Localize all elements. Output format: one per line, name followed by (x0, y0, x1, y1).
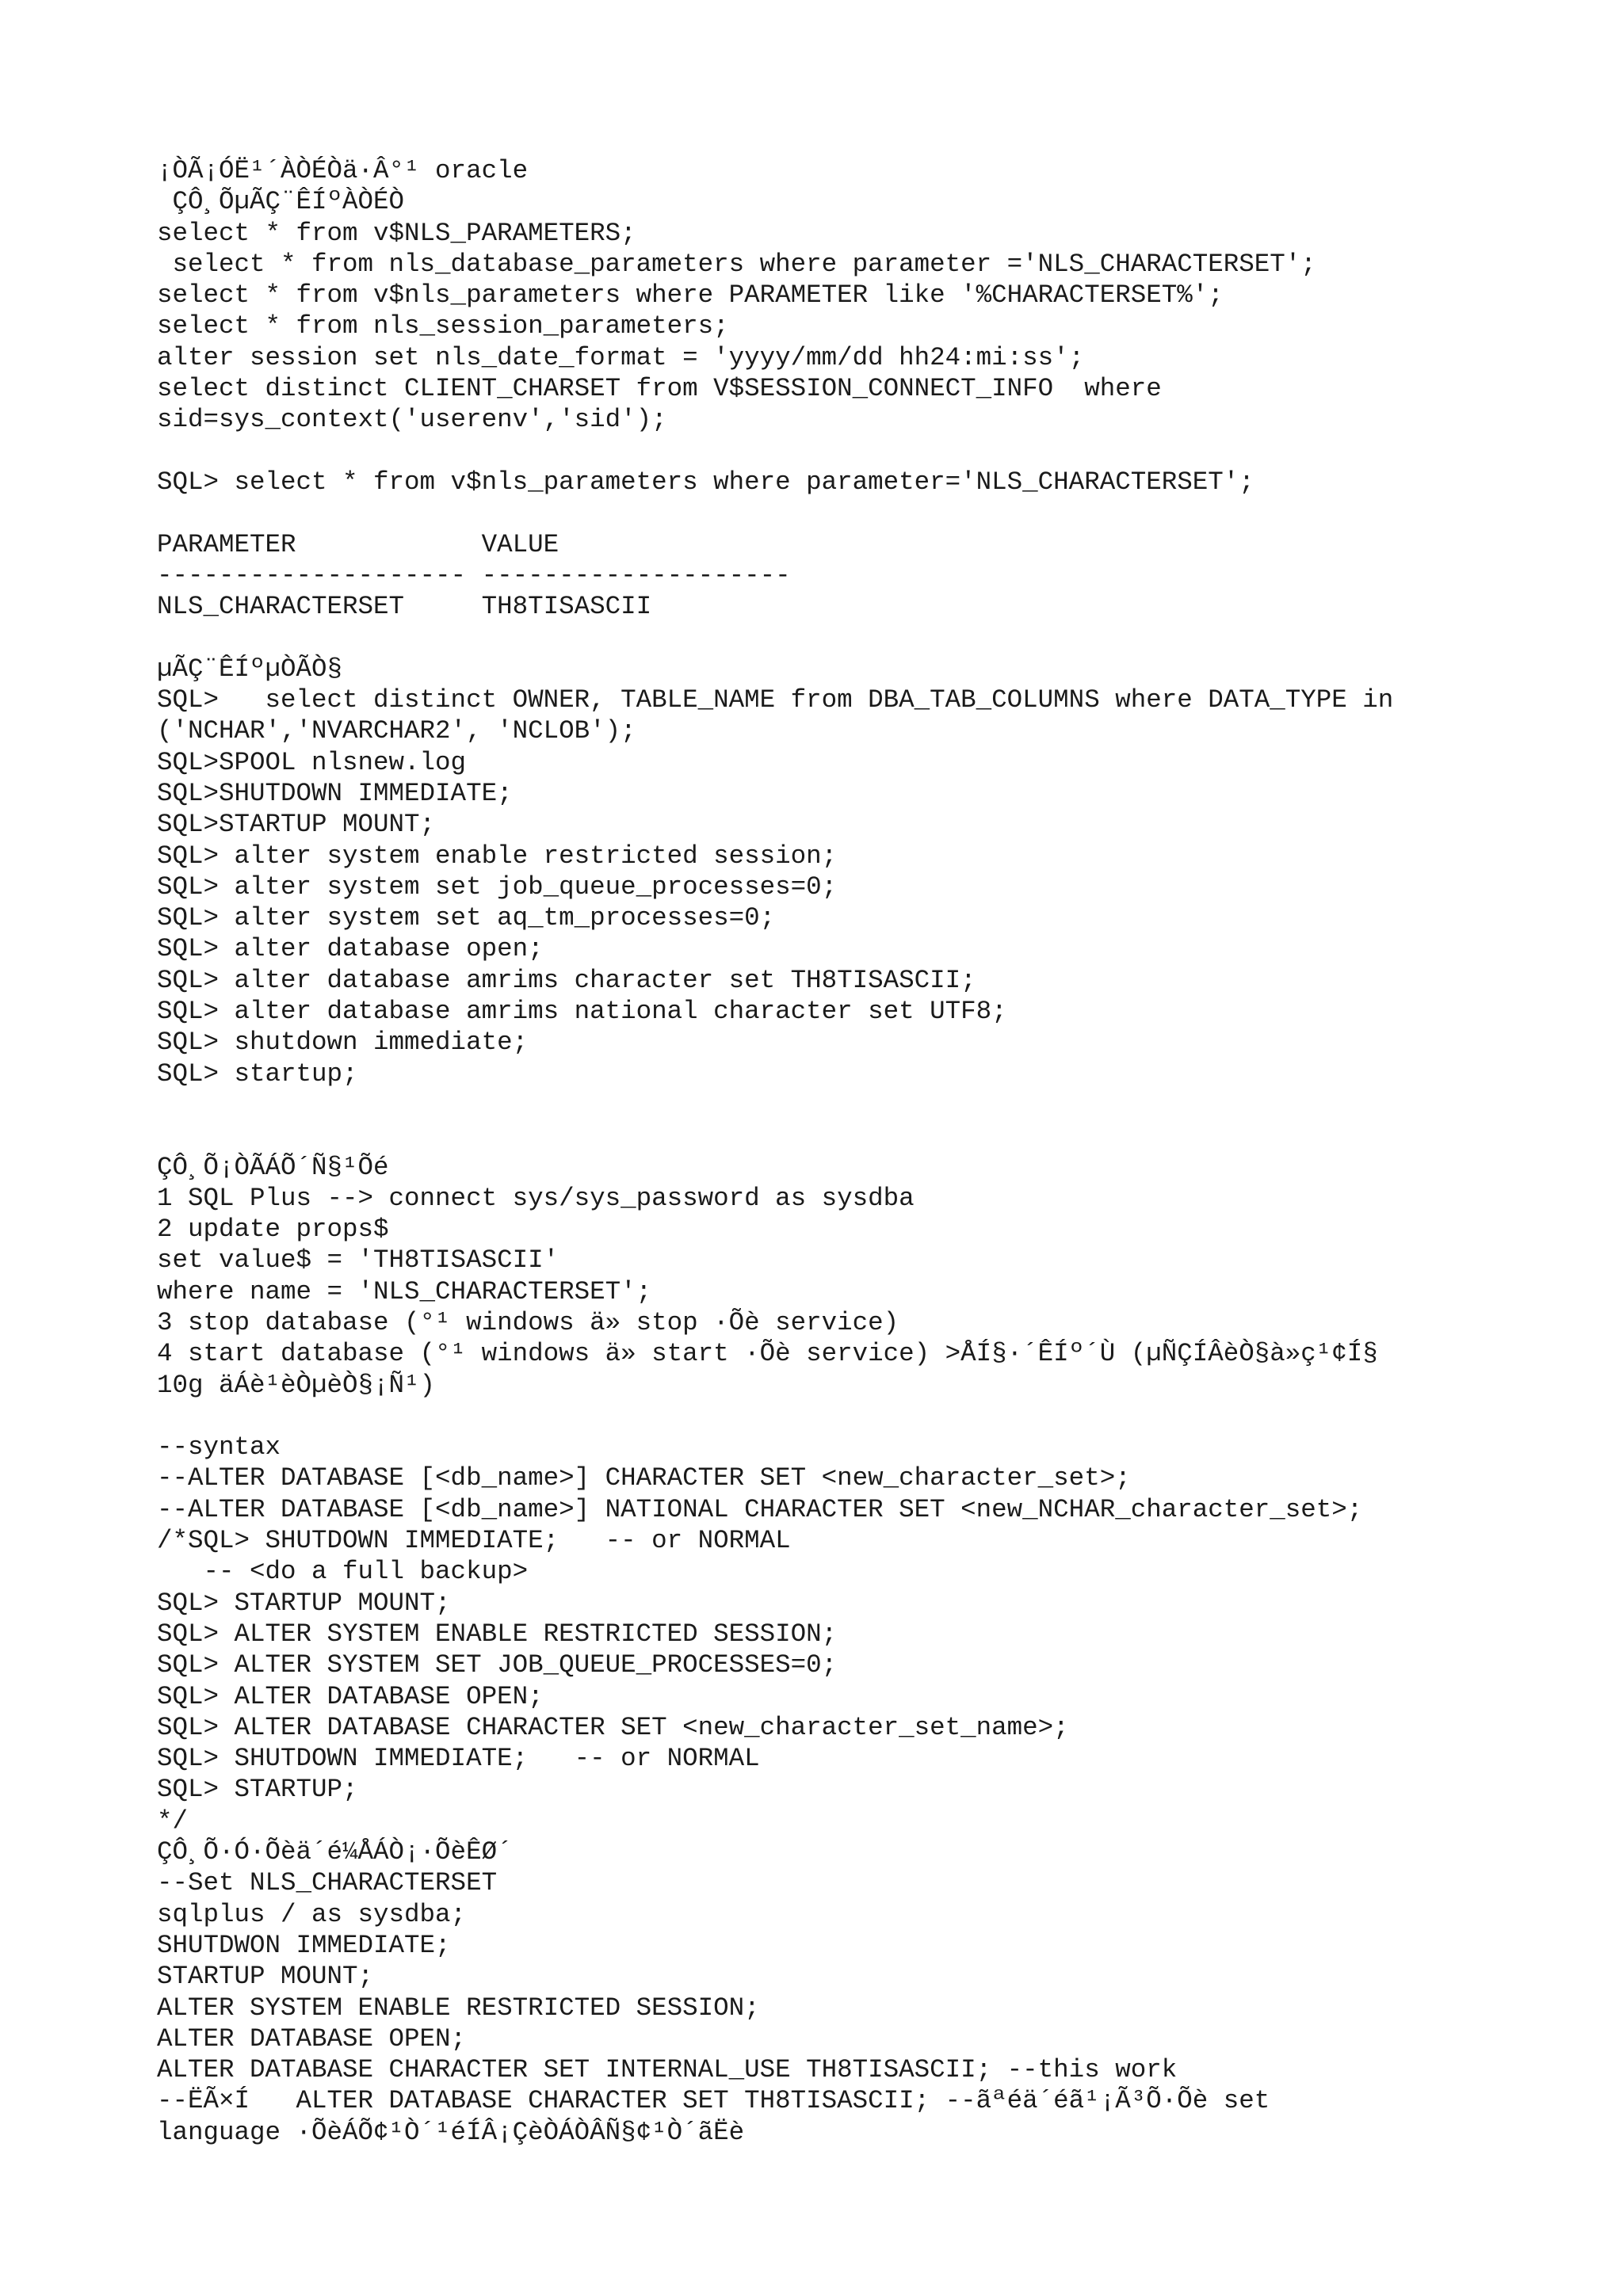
text-line: SQL> SHUTDOWN IMMEDIATE; -- or NORMAL (157, 1744, 760, 1774)
text-line: SQL> STARTUP; (157, 1775, 358, 1805)
text-line: SQL> ALTER DATABASE OPEN; (157, 1681, 544, 1711)
text-line: --syntax (157, 1432, 281, 1463)
text-line: -- <do a full backup> (157, 1557, 529, 1587)
text-line: sid=sys_context('userenv','sid'); (157, 405, 667, 435)
blank-line (157, 436, 1583, 467)
blank-line (157, 622, 1583, 653)
text-line: SQL> alter database amrims national character set UTF8; (157, 997, 1007, 1027)
text-line: SQL> alter database amrims character set TH8TISASCII; (157, 965, 976, 995)
text-line: ÇÔ¸Õ¡ÒÃÁÕ´Ñ§¹Õé (157, 1152, 389, 1182)
text-line: SQL> ALTER SYSTEM ENABLE RESTRICTED SESSION; (157, 1619, 838, 1649)
blank-line (157, 1401, 1583, 1432)
text-line: ÇÔ¸Õ·Ó·Õèä´é¼ÅÁÒ¡·ÕèÊØ´ (157, 1837, 513, 1867)
text-line: --Set NLS_CHARACTERSET (157, 1868, 498, 1898)
text-line: SQL>STARTUP MOUNT; (157, 810, 436, 840)
text-line: 4 start database (°¹ windows ä» start ·Õè service) >ÅÍ§·´ÊÍº´Ù (µÑÇÍÂèÒ§à»ç¹¢Í§ (157, 1339, 1378, 1369)
text-line: SQL> alter system set job_queue_processes=0; (157, 871, 838, 902)
text-line: STARTUP MOUNT; (157, 1962, 374, 1992)
text-line: ¡ÒÃ¡ÓË¹´ÀÒÉÒä·Â°¹ oracle (157, 156, 529, 185)
text-line: select * from v$NLS_PARAMETERS; (157, 218, 636, 248)
text-line: /*SQL> SHUTDOWN IMMEDIATE; -- or NORMAL (157, 1526, 791, 1556)
text-line: SQL>SPOOL nlsnew.log (157, 747, 467, 777)
text-line: 10g äÁè¹èÒµèÒ§¡Ñ¹) (157, 1370, 436, 1400)
text-line: --ALTER DATABASE [<db_name>] NATIONAL CHARACTER SET <new_NCHAR_character_set>; (157, 1494, 1363, 1524)
text-line: SQL> shutdown immediate; (157, 1028, 529, 1058)
text-line: SQL> STARTUP MOUNT; (157, 1588, 451, 1618)
text-line: µÃÇ¨ÊÍºµÒÃÒ§ (157, 654, 343, 684)
text-line: 2 update props$ (157, 1215, 389, 1245)
text-line: PARAMETER VALUE (157, 529, 559, 559)
text-line: select distinct CLIENT_CHARSET from V$SESSION_CONNECT_INFO where (157, 374, 1162, 404)
text-line: where name = 'NLS_CHARACTERSET'; (157, 1276, 652, 1306)
text-line: 3 stop database (°¹ windows ä» stop ·Õè service) (157, 1307, 899, 1337)
text-line: ALTER DATABASE CHARACTER SET INTERNAL_USE TH8TISASCII; --this work (157, 2055, 1178, 2085)
text-line: SQL> startup; (157, 1058, 358, 1089)
text-line: SQL> alter system enable restricted session; (157, 841, 838, 871)
text-line: ('NCHAR','NVARCHAR2', 'NCLOB'); (157, 716, 636, 746)
text-line: select * from nls_database_parameters where parameter ='NLS_CHARACTERSET'; (157, 249, 1316, 279)
text-line: */ (157, 1806, 189, 1836)
text-line: ALTER DATABASE OPEN; (157, 2023, 467, 2054)
blank-line (157, 498, 1583, 528)
text-line: SQL> select distinct OWNER, TABLE_NAME from DBA_TAB_COLUMNS where DATA_TYPE in (157, 685, 1394, 715)
text-line: SQL> alter database open; (157, 934, 544, 964)
blank-line (157, 1120, 1583, 1151)
blank-line (157, 1089, 1583, 1120)
text-line: set value$ = 'TH8TISASCII' (157, 1245, 559, 1276)
text-line: SQL> ALTER DATABASE CHARACTER SET <new_character_set_name>; (157, 1712, 1069, 1742)
text-line: select * from v$nls_parameters where PARAMETER like '%CHARACTERSET%'; (157, 280, 1224, 311)
text-line: language ·ÕèÁÕ¢¹Ò´¹éÍÂ¡ÇèÒÁÒÂÑ§¢¹Ò´ãËè (157, 2117, 745, 2147)
text-line: SQL> alter system set aq_tm_processes=0; (157, 903, 776, 933)
text-line: select * from nls_session_parameters; (157, 311, 729, 341)
text-line: sqlplus / as sysdba; (157, 1899, 467, 1929)
text-line: NLS_CHARACTERSET TH8TISASCII (157, 592, 652, 622)
text-line: ÇÔ¸ÕµÃÇ¨ÊÍºÀÒÉÒ (157, 187, 405, 217)
text-line: alter session set nls_date_format = 'yyyy/mm/dd hh24:mi:ss'; (157, 342, 1085, 372)
text-line: SQL>SHUTDOWN IMMEDIATE; (157, 778, 513, 808)
text-line: 1 SQL Plus --> connect sys/sys_password as sysdba (157, 1183, 915, 1213)
text-line: --ALTER DATABASE [<db_name>] CHARACTER SET <new_character_set>; (157, 1463, 1131, 1493)
text-line: SQL> ALTER SYSTEM SET JOB_QUEUE_PROCESSES=0; (157, 1650, 838, 1680)
text-line: SQL> select * from v$nls_parameters where parameter='NLS_CHARACTERSET'; (157, 467, 1254, 497)
text-line: ALTER SYSTEM ENABLE RESTRICTED SESSION; (157, 1993, 760, 2023)
text-line: --ËÃ×Í ALTER DATABASE CHARACTER SET TH8TISASCII; --ãªéä´éã¹¡Ã³Õ·Õè set (157, 2086, 1270, 2116)
document-body (157, 155, 1583, 2148)
text-line: -------------------- -------------------- (157, 560, 791, 590)
text-line: SHUTDWON IMMEDIATE; (157, 1930, 451, 1960)
